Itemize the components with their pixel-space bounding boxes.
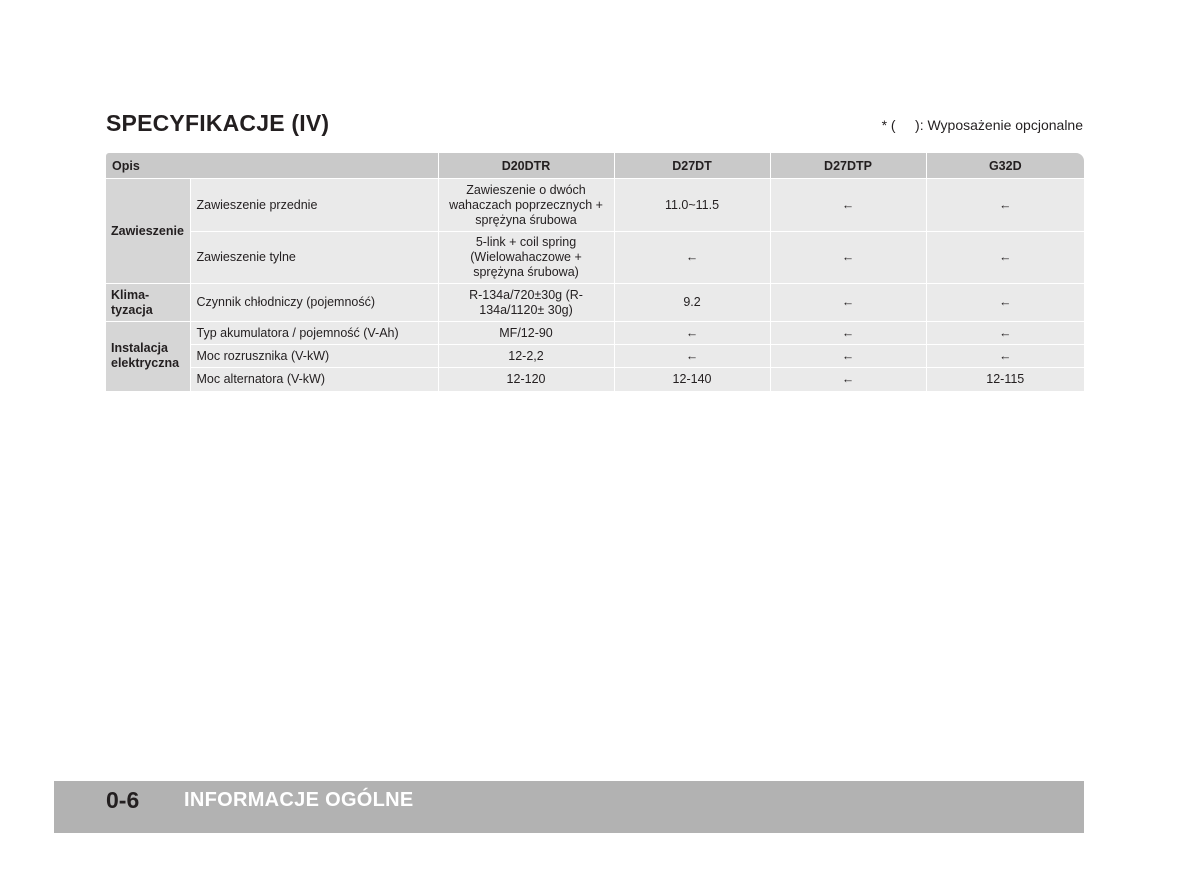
table-row <box>106 322 1084 345</box>
group-electrical: Instalacja elektryczna <box>106 322 190 391</box>
row-label: Czynnik chłodniczy (pojemność) <box>190 284 438 322</box>
header-g32d: G32D <box>926 153 1084 179</box>
optional-equipment-note: * ( ): Wyposażenie opcjonalne <box>881 117 1083 133</box>
page-number: 0-6 <box>106 787 140 813</box>
cell-d27dtp: ← <box>770 322 926 345</box>
cell-d27dt: 12-140 <box>614 368 770 391</box>
group-climate: Klima- tyzacja <box>106 284 190 322</box>
table-row <box>106 284 1084 322</box>
cell-d20dtr: 12-120 <box>438 368 614 391</box>
row-label: Moc alternatora (V-kW) <box>190 368 438 391</box>
specification-table <box>106 153 1084 391</box>
page-title: SPECYFIKACJE (IV) <box>106 110 330 136</box>
cell-g32d: ← <box>926 179 1084 232</box>
cell-g32d: ← <box>926 284 1084 322</box>
cell-text: Zawieszenie o dwóch wahaczach poprzecznych + sprężyna śrubowa <box>449 182 603 227</box>
section-title: INFORMACJE OGÓLNE <box>184 789 414 811</box>
row-label: Zawieszenie tylne <box>190 232 438 284</box>
cell-d27dt: ← <box>614 345 770 368</box>
cell-d27dtp: ← <box>770 284 926 322</box>
table-row <box>106 345 1084 368</box>
cell-d20dtr <box>438 232 614 284</box>
header-d20dtr: D20DTR <box>438 153 614 179</box>
cell-d27dt: ← <box>614 232 770 284</box>
header-d27dtp: D27DTP <box>770 153 926 179</box>
group-suspension: Zawieszenie <box>106 179 190 284</box>
table-header-row <box>106 153 1084 179</box>
cell-d20dtr <box>438 284 614 322</box>
cell-d27dtp: ← <box>770 232 926 284</box>
cell-d27dtp: ← <box>770 368 926 391</box>
table-row <box>106 179 1084 232</box>
header-description: Opis <box>106 153 438 179</box>
cell-text: 5-link + coil spring (Wielowahaczowe + sprężyna śrubowa) <box>470 235 582 279</box>
cell-d20dtr: 12-2,2 <box>438 345 614 368</box>
cell-d27dtp: ← <box>770 179 926 232</box>
header-d27dt: D27DT <box>614 153 770 179</box>
cell-d27dt: 9.2 <box>614 284 770 322</box>
cell-d27dt: ← <box>614 322 770 345</box>
cell-d27dt: 11.0~11.5 <box>614 179 770 232</box>
footer-band <box>54 781 1084 833</box>
cell-g32d: ← <box>926 232 1084 284</box>
cell-d20dtr <box>438 179 614 232</box>
cell-g32d: ← <box>926 322 1084 345</box>
row-label: Moc rozrusznika (V-kW) <box>190 345 438 368</box>
cell-g32d: ← <box>926 345 1084 368</box>
cell-d27dtp: ← <box>770 345 926 368</box>
cell-d20dtr: MF/12-90 <box>438 322 614 345</box>
cell-text: R-134a/720±30g (R-134a/1120± 30g) <box>469 287 583 317</box>
row-label: Zawieszenie przednie <box>190 179 438 232</box>
row-label: Typ akumulatora / pojemność (V-Ah) <box>190 322 438 345</box>
table-row <box>106 232 1084 284</box>
table-row <box>106 368 1084 391</box>
cell-g32d: 12-115 <box>926 368 1084 391</box>
